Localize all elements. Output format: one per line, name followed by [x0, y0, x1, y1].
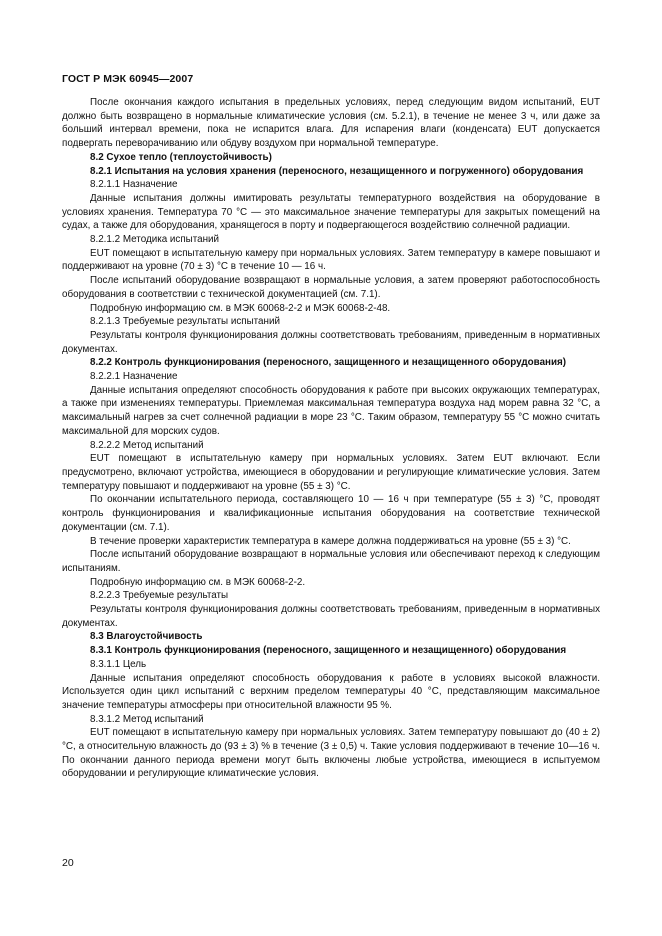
paragraph: Данные испытания определяют способность оборудования к работе при высоких окружающих температурах, а также при изменениях температуры. Приемлемая максимальная температура воздуха над морем равна 32 °С, а максимальный нагрев за счет солнечной радиации в море 23 °С. Таким образом, температуру 55 °С можно считать максимальной для морских судов.	[62, 384, 600, 437]
clause-heading: 8.3.1.1 Цель	[90, 658, 147, 670]
clause-heading: 8.2.1.3 Требуемые результаты испытаний	[90, 316, 280, 328]
paragraph: Результаты контроля функционирования должны соответствовать требованиям, приведенным в нормативных документах.	[62, 329, 600, 355]
paragraph: EUT помещают в испытательную камеру при нормальных условиях. Затем температуру в камере повышают и поддерживают на уровне (70 ± 3) °С в течение 10 — 16 ч.	[62, 247, 600, 273]
paragraph: Подробную информацию см. в МЭК 60068-2-2.	[90, 576, 306, 588]
clause-heading: 8.2.2.2 Метод испытаний	[90, 439, 204, 451]
paragraph: EUT помещают в испытательную камеру при нормальных условиях. Затем температуру повышают до (40 ± 2) °С, а относительную влажность до (93 ± 3) % в течение (3 ± 0,5) ч. Такие условия поддерживают в течение 10—16 ч. По окончании данного периода времени могут быть включены любые устройства, имеющиеся в испытуемом оборудовании и регулирующие климатические условия.	[62, 727, 600, 780]
clause-heading: 8.3.1.2 Метод испытаний	[90, 713, 204, 725]
paragraph: Данные испытания должны имитировать результаты температурного воздействия на оборудование в условиях хранения. Температура 70 °С — это максимальное значение температуры для закрытых помещений на судах, а также для оборудования, хранящегося в порту и подвергающегося воздействию солнечной радиации.	[62, 192, 600, 232]
paragraph: Результаты контроля функционирования должны соответствовать требованиям, приведенным в нормативных документах.	[62, 604, 600, 629]
section-heading: 8.2 Сухое тепло (теплоустойчивость)	[90, 151, 272, 163]
clause-heading: 8.2.2.3 Требуемые результаты	[90, 590, 229, 602]
paragraph: После испытаний оборудование возвращают в нормальные условия, а затем проверяют работоспособность оборудования в соответствии с технической документацией (см. 7.1).	[62, 275, 600, 300]
paragraph: По окончании испытательного периода, составляющего 10 — 16 ч при температуре (55 ± 3) °С, проводят контроль функционирования и квалификационные испытания оборудования на соответствие технической документации (см. 7.1).	[62, 494, 600, 533]
clause-heading: 8.2.1.2 Методика испытаний	[90, 234, 220, 246]
document-body	[62, 96, 600, 781]
document-header: ГОСТ Р МЭК 60945—2007	[62, 73, 194, 85]
paragraph: В течение проверки характеристик температура в камере должна поддерживаться на уровне (55 ± 3) °С.	[90, 535, 571, 547]
paragraph: Данные испытания определяют способность оборудования к работе в условиях высокой влажности. Используется один цикл испытаний с верхним пределом температуры 40 °С, представляющим максимальное значение температуры атмосферы при относительной влажности 95 %.	[62, 672, 600, 711]
clause-heading: 8.2.1.1 Назначение	[90, 179, 178, 191]
subsection-heading: 8.2.2 Контроль функционирования (переносного, защищенного и незащищенного оборудования)	[90, 357, 567, 369]
paragraph: EUT помещают в испытательную камеру при нормальных условиях. Затем EUT включают. Если предусмотрено, включают устройства, имеющиеся в оборудовании и регулирующие климатические условия. Затем температуру повышают и поддерживают на уровне (55 ± 3) °С.	[62, 453, 600, 492]
subsection-heading: 8.3.1 Контроль функционирования (переносного, защищенного и незащищенного) оборудования	[90, 645, 567, 657]
section-heading: 8.3 Влагоустойчивость	[90, 631, 203, 643]
clause-heading: 8.2.2.1 Назначение	[90, 371, 178, 383]
page-number: 20	[62, 857, 74, 869]
paragraph: После испытаний оборудование возвращают в нормальные условия или обеспечивают переход к следующим испытаниям.	[62, 549, 600, 574]
paragraph: После окончания каждого испытания в предельных условиях, перед следующим видом испытаний, EUT должно быть возвращено в нормальные климатические условия (см. 5.2.1), в течение не менее 3 ч, или даже за больший интервал времени, пока не испарится влага. Для испарения влаги (конденсата) EUT допускается подвергать переворачиванию или обдуву воздухом при нормальной температуре.	[62, 97, 600, 150]
subsection-heading: 8.2.1 Испытания на условия хранения (переносного, незащищенного и погруженного) оборудования	[90, 165, 584, 177]
paragraph: Подробную информацию см. в МЭК 60068-2-2 и МЭК 60068-2-48.	[90, 302, 391, 314]
